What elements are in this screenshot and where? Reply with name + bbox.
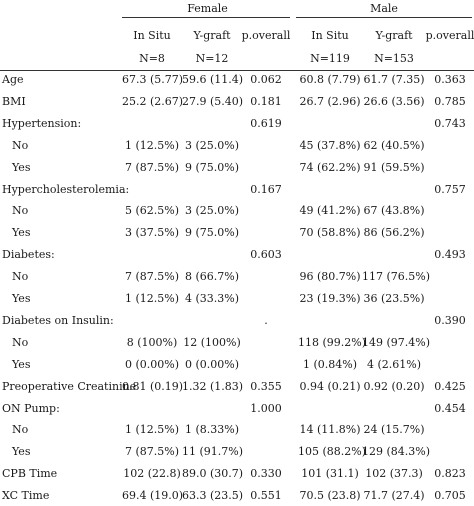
- cell-m2: 71.7 (27.4): [363, 489, 425, 502]
- cell-mp: 0.785: [434, 95, 466, 108]
- col-header-female-ygraft: Y-graft: [193, 29, 231, 42]
- cell-m1: 70.5 (23.8): [299, 489, 361, 502]
- cell-f1: 1 (12.5%): [124, 423, 180, 436]
- cell-f2: 11 (91.7%): [182, 445, 244, 458]
- row-label: Yes: [12, 226, 31, 239]
- row-label: Preoperative Creatinine: [2, 380, 137, 393]
- cell-m2: 0.92 (0.20): [363, 380, 425, 393]
- cell-f2: 27.9 (5.40): [182, 95, 244, 108]
- cell-m2: 102 (37.3): [365, 467, 423, 480]
- cell-mp: 0.363: [434, 73, 466, 86]
- group-header-male: Male: [370, 2, 398, 15]
- cell-m1: 96 (80.7%): [299, 270, 361, 283]
- cell-mp: 0.823: [434, 467, 466, 480]
- row-label: No: [12, 139, 29, 152]
- cell-m1: 26.7 (2.96): [299, 95, 361, 108]
- cell-f1: 8 (100%): [126, 336, 178, 349]
- cell-fp: 0.603: [250, 248, 282, 261]
- cell-m1: 49 (41.2%): [299, 204, 361, 217]
- row-label: Yes: [12, 161, 31, 174]
- cell-f1: 3 (37.5%): [124, 226, 180, 239]
- cell-m2: 129 (84.3%): [362, 445, 431, 458]
- cell-fp: 0.619: [250, 117, 282, 130]
- cell-f2: 9 (75.0%): [184, 161, 240, 174]
- cell-f2: 3 (25.0%): [184, 204, 240, 217]
- cell-fp: 0.062: [250, 73, 282, 86]
- col-header-male-insitu: In Situ: [311, 29, 349, 42]
- col-header-female-p: p.overall: [241, 29, 291, 42]
- row-label: Age: [2, 73, 24, 86]
- cell-f1: 1 (12.5%): [124, 139, 180, 152]
- cell-m2: 117 (76.5%): [362, 270, 431, 283]
- cell-f1: 67.3 (5.77): [122, 73, 184, 86]
- row-label: Yes: [12, 445, 31, 458]
- cell-m1: 45 (37.8%): [299, 139, 361, 152]
- cell-mp: 0.454: [434, 402, 466, 415]
- cell-m1: 74 (62.2%): [299, 161, 361, 174]
- cell-f2: 1.32 (1.83): [182, 380, 244, 393]
- count-female-insitu: N=8: [139, 52, 165, 65]
- cell-f2: 9 (75.0%): [184, 226, 240, 239]
- row-label: No: [12, 204, 29, 217]
- row-label: BMI: [2, 95, 26, 108]
- col-header-female-insitu: In Situ: [133, 29, 171, 42]
- group-rule-male: [296, 17, 472, 18]
- count-male-ygraft: N=153: [374, 52, 414, 65]
- row-label: No: [12, 270, 29, 283]
- count-female-ygraft: N=12: [195, 52, 229, 65]
- cell-mp: 0.425: [434, 380, 466, 393]
- cell-m2: 62 (40.5%): [363, 139, 425, 152]
- cell-f2: 89.0 (30.7): [182, 467, 244, 480]
- cell-mp: 0.757: [434, 183, 466, 196]
- cell-f2: 1 (8.33%): [184, 423, 240, 436]
- cell-f1: 25.2 (2.67): [122, 95, 184, 108]
- cell-m2: 26.6 (3.56): [363, 95, 425, 108]
- cell-fp: 0.551: [250, 489, 282, 502]
- cell-mp: 0.705: [434, 489, 466, 502]
- cell-m1: 101 (31.1): [301, 467, 359, 480]
- cell-m1: 0.94 (0.21): [299, 380, 361, 393]
- cell-fp: 1.000: [250, 402, 282, 415]
- cell-fp: 0.330: [250, 467, 282, 480]
- cell-m1: 118 (99.2%): [298, 336, 367, 349]
- cell-mp: 0.493: [434, 248, 466, 261]
- cell-mp: 0.743: [434, 117, 466, 130]
- cell-m1: 70 (58.8%): [299, 226, 361, 239]
- cell-m2: 4 (2.61%): [366, 358, 422, 371]
- count-male-insitu: N=119: [310, 52, 350, 65]
- cell-fp: 0.181: [250, 95, 282, 108]
- cell-fp: 0.355: [250, 380, 282, 393]
- cell-f2: 12 (100%): [183, 336, 241, 349]
- col-header-male-ygraft: Y-graft: [375, 29, 413, 42]
- cell-m1: 105 (88.2%): [298, 445, 367, 458]
- cell-m1: 23 (19.3%): [299, 292, 361, 305]
- cell-fp: .: [264, 314, 268, 327]
- row-label: Yes: [12, 358, 31, 371]
- cell-f1: 7 (87.5%): [124, 161, 180, 174]
- cell-mp: 0.390: [434, 314, 466, 327]
- cell-m2: 36 (23.5%): [363, 292, 425, 305]
- cell-f2: 0 (0.00%): [184, 358, 240, 371]
- group-header-female: Female: [187, 2, 228, 15]
- cell-f1: 0.81 (0.19): [122, 380, 184, 393]
- row-label: ON Pump:: [2, 402, 60, 415]
- row-label: Hypertension:: [2, 117, 82, 130]
- row-label: XC Time: [2, 489, 50, 502]
- cell-f2: 63.3 (23.5): [182, 489, 244, 502]
- cell-m2: 24 (15.7%): [363, 423, 425, 436]
- cell-f1: 7 (87.5%): [124, 270, 180, 283]
- cell-m1: 60.8 (7.79): [299, 73, 361, 86]
- cell-f1: 1 (12.5%): [124, 292, 180, 305]
- cell-f1: 7 (87.5%): [124, 445, 180, 458]
- cell-m1: 1 (0.84%): [302, 358, 358, 371]
- cell-f2: 59.6 (11.4): [182, 73, 244, 86]
- cell-f1: 69.4 (19.0): [122, 489, 184, 502]
- cell-f1: 102 (22.8): [123, 467, 181, 480]
- row-label: CPB Time: [2, 467, 58, 480]
- cell-m2: 91 (59.5%): [363, 161, 425, 174]
- row-label: Diabetes on Insulin:: [2, 314, 114, 327]
- cell-f2: 8 (66.7%): [184, 270, 240, 283]
- cell-m1: 14 (11.8%): [299, 423, 361, 436]
- row-label: Hypercholesterolemia:: [2, 183, 130, 196]
- cell-f1: 5 (62.5%): [124, 204, 180, 217]
- cell-f1: 0 (0.00%): [124, 358, 180, 371]
- cell-m2: 86 (56.2%): [363, 226, 425, 239]
- cell-m2: 67 (43.8%): [363, 204, 425, 217]
- row-label: Diabetes:: [2, 248, 55, 261]
- cell-m2: 149 (97.4%): [362, 336, 431, 349]
- row-label: No: [12, 423, 29, 436]
- cell-m2: 61.7 (7.35): [363, 73, 425, 86]
- cell-f2: 3 (25.0%): [184, 139, 240, 152]
- row-label: Yes: [12, 292, 31, 305]
- cell-f2: 4 (33.3%): [184, 292, 240, 305]
- cell-fp: 0.167: [250, 183, 282, 196]
- col-header-male-p: p.overall: [425, 29, 474, 42]
- group-rule-female: [122, 17, 290, 18]
- header-rule: [0, 70, 474, 71]
- row-label: No: [12, 336, 29, 349]
